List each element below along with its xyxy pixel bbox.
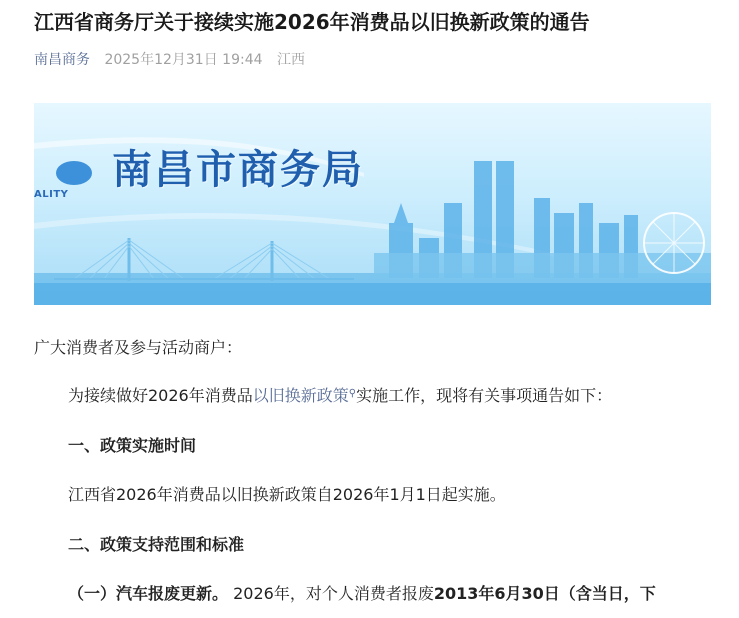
- article-meta: [34, 50, 305, 70]
- article-source-link[interactable]: 南昌商务: [34, 52, 90, 68]
- intro-text-pre: 为接续做好2026年消费品: [68, 386, 253, 405]
- banner-side-text: ALITY: [34, 189, 69, 200]
- item1-paragraph: [68, 582, 656, 606]
- banner-org-name: 南昌市商务局: [112, 147, 364, 193]
- item1-text-bold: 2013年6月30日（含当日，下: [433, 584, 656, 603]
- section2-heading: 二、政策支持范围和标准: [68, 535, 245, 554]
- banner-image: [34, 103, 711, 305]
- banner-illustration: [34, 103, 711, 305]
- article-datetime: 2025年12月31日 19:44: [104, 52, 263, 68]
- section1-heading: 一、政策实施时间: [68, 436, 197, 455]
- intro-paragraph: [68, 384, 612, 408]
- greeting-paragraph: 广大消费者及参与活动商户：: [34, 338, 243, 357]
- article-title: 江西省商务厅关于接续实施2026年消费品以旧换新政策的通告: [34, 10, 590, 34]
- item1-label: （一）汽车报废更新。: [68, 584, 229, 603]
- item1-text: 2026年，对个人消费者报废: [233, 584, 434, 603]
- search-icon[interactable]: ⚲: [348, 388, 357, 399]
- section1-paragraph: 江西省2026年消费品以旧换新政策自2026年1月1日起实施。: [68, 485, 506, 504]
- intro-text-post: 实施工作，现将有关事项通告如下：: [356, 386, 613, 405]
- article-region: 江西: [276, 52, 305, 68]
- policy-link[interactable]: 以旧换新政策: [252, 386, 349, 405]
